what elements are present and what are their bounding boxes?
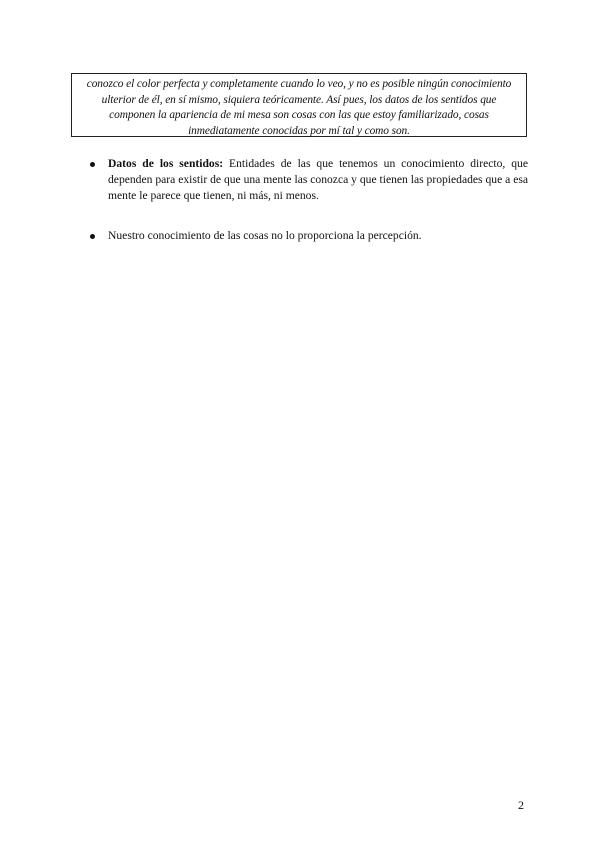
definition-text: Entidades de las que tenemos un conocimiento directo, que dependen para existir de que una mente las conozca y que tienen las propiedades que a esa mente le parece que tienen, ni más, ni menos. (108, 157, 528, 203)
bullet-icon (90, 162, 95, 167)
statement-text: Nuestro conocimiento de las cosas no lo proporciona la percepción. (108, 229, 422, 243)
quote-text: conozco el color perfecta y completamente cuando lo veo, y no es posible ningún conocimiento ulterior de él, en sí mismo, siquiera teóricamente. Así pues, los datos de los sentidos que componen la apariencia de mi mesa son cosas con las que estoy familiarizado, cosas inmediatamente conocidas por mí tal y como son. (86, 78, 512, 137)
definition-term: Datos de los sentidos: (108, 157, 224, 170)
quote-box (71, 73, 527, 137)
bullet-icon (90, 234, 95, 239)
page-number: 2 (518, 798, 524, 812)
list-item-perception (88, 228, 528, 244)
list-item-sense-data (88, 156, 528, 204)
bullet-list (88, 156, 528, 268)
